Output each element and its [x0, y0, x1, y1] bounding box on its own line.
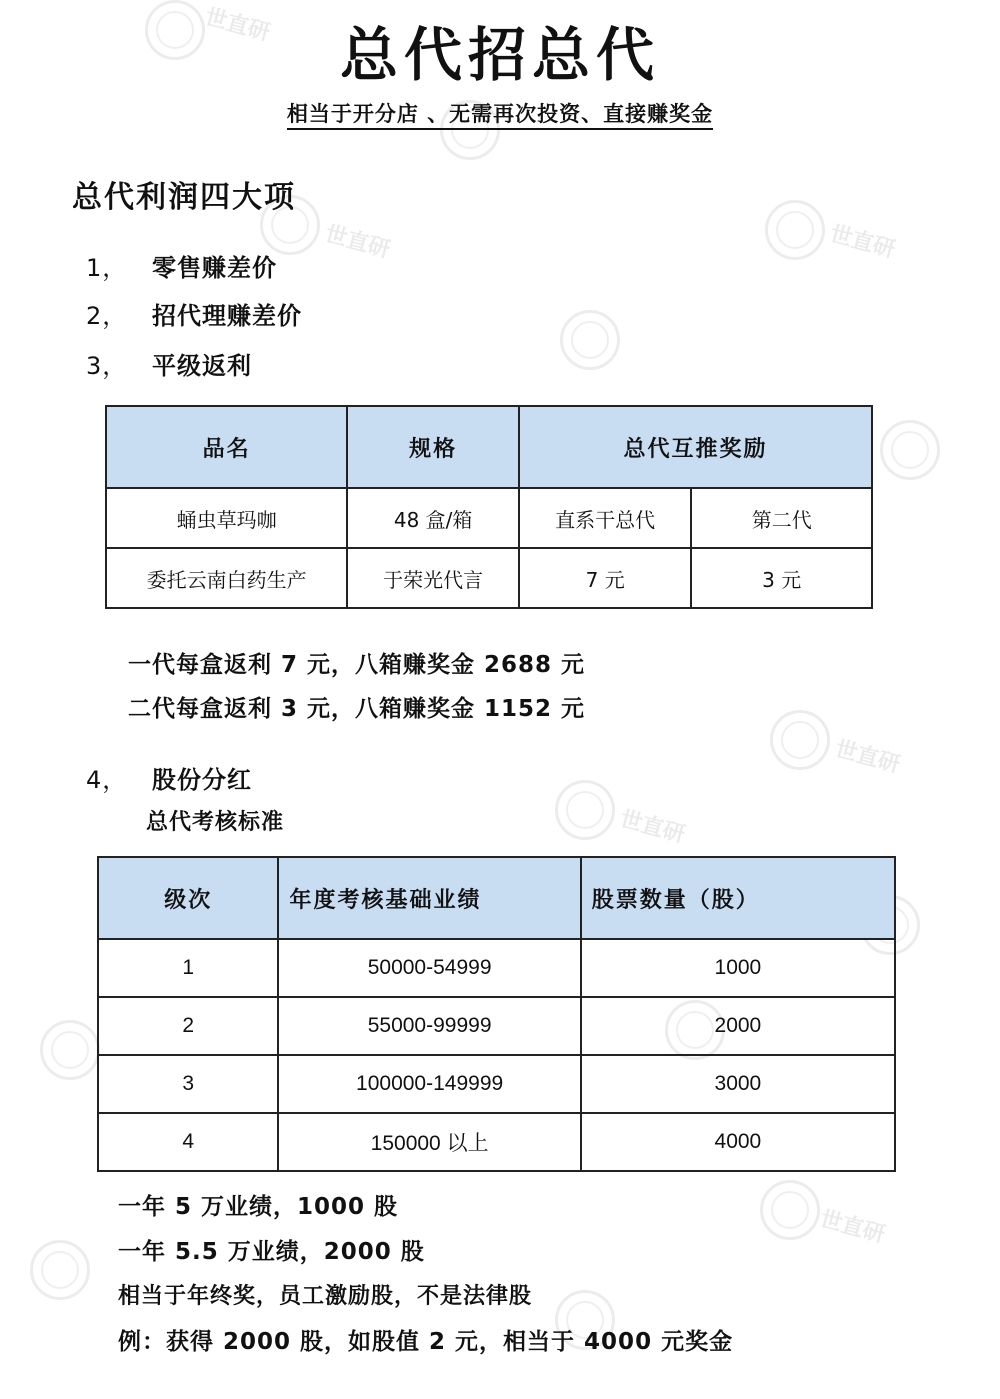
watermark-text: 世直研	[827, 221, 898, 264]
page-title: 总代招总代	[339, 21, 660, 89]
table-row	[98, 939, 895, 997]
table-row	[98, 1113, 895, 1171]
item-number: 3，	[86, 352, 128, 380]
table-row	[106, 488, 872, 548]
item-text: 零售赚差价	[152, 254, 277, 282]
header-product-name: 品名	[106, 406, 347, 488]
table-cell: 委托云南白药生产	[106, 548, 347, 608]
header-spec: 规格	[347, 406, 519, 488]
watermark-logo	[40, 1020, 100, 1080]
table-row	[98, 1055, 895, 1113]
item-number: 4，	[86, 766, 128, 794]
profit-item-3	[86, 346, 252, 381]
table-cell: 直系干总代	[519, 488, 692, 548]
table-cell: 4	[98, 1113, 278, 1171]
table-cell: 150000 以上	[278, 1113, 580, 1171]
item-number: 2，	[86, 302, 128, 330]
watermark-text: 世直研	[617, 806, 688, 849]
bottom-note-2: 一年 5.5 万业绩，2000 股	[118, 1239, 425, 1265]
table-cell: 3000	[581, 1055, 895, 1113]
table-cell: 48 盒/箱	[347, 488, 519, 548]
watermark-logo	[30, 1240, 90, 1300]
watermark-logo	[760, 1180, 820, 1240]
profit-item-4	[86, 760, 252, 795]
table-cell: 55000-99999	[278, 997, 580, 1055]
subtitle-text: 相当于开分店 、无需再次投资、直接赚奖金	[287, 102, 713, 130]
header-referral-reward: 总代互推奖励	[519, 406, 872, 488]
table-cell: 2000	[581, 997, 895, 1055]
product-table	[105, 405, 873, 609]
table-row	[98, 997, 895, 1055]
bottom-note-4: 例：获得 2000 股，如股值 2 元，相当于 4000 元奖金	[118, 1329, 734, 1355]
page-subtitle	[0, 98, 1000, 128]
bottom-note-1: 一年 5 万业绩，1000 股	[118, 1194, 399, 1220]
header-share-count: 股票数量（股）	[581, 857, 895, 939]
watermark-text: 世直研	[817, 1206, 888, 1249]
watermark-logo	[770, 710, 830, 770]
watermark-text: 世直研	[832, 736, 903, 779]
section-title: 总代利润四大项	[72, 180, 296, 215]
item-text: 股份分红	[152, 766, 252, 794]
table-cell: 1000	[581, 939, 895, 997]
table-header-row	[98, 857, 895, 939]
table-cell: 蛹虫草玛咖	[106, 488, 347, 548]
table-cell: 3	[98, 1055, 278, 1113]
watermark-logo	[880, 420, 940, 480]
table-cell: 4000	[581, 1113, 895, 1171]
watermark-logo	[555, 780, 615, 840]
rebate-note-2: 二代每盒返利 3 元，八箱赚奖金 1152 元	[128, 696, 586, 722]
watermark-text: 世直研	[202, 4, 273, 47]
table-cell: 于荣光代言	[347, 548, 519, 608]
assessment-label: 总代考核标准	[146, 810, 285, 835]
watermark-logo	[560, 310, 620, 370]
profit-item-2	[86, 296, 302, 331]
bottom-note-3: 相当于年终奖，员工激励股，不是法律股	[118, 1284, 533, 1309]
table-header-row	[106, 406, 872, 488]
table-cell: 2	[98, 997, 278, 1055]
watermark-text: 世直研	[322, 221, 393, 264]
rebate-note-1: 一代每盒返利 7 元，八箱赚奖金 2688 元	[128, 652, 586, 678]
watermark-logo	[765, 200, 825, 260]
share-table	[97, 856, 896, 1172]
table-cell: 100000-149999	[278, 1055, 580, 1113]
table-cell: 7 元	[519, 548, 692, 608]
item-number: 1，	[86, 254, 128, 282]
table-cell: 3 元	[691, 548, 872, 608]
table-row	[106, 548, 872, 608]
table-cell: 50000-54999	[278, 939, 580, 997]
item-text: 平级返利	[152, 352, 252, 380]
item-text: 招代理赚差价	[152, 302, 302, 330]
header-annual-performance: 年度考核基础业绩	[278, 857, 580, 939]
profit-item-1	[86, 248, 277, 283]
table-cell: 第二代	[691, 488, 872, 548]
table-cell: 1	[98, 939, 278, 997]
header-level: 级次	[98, 857, 278, 939]
